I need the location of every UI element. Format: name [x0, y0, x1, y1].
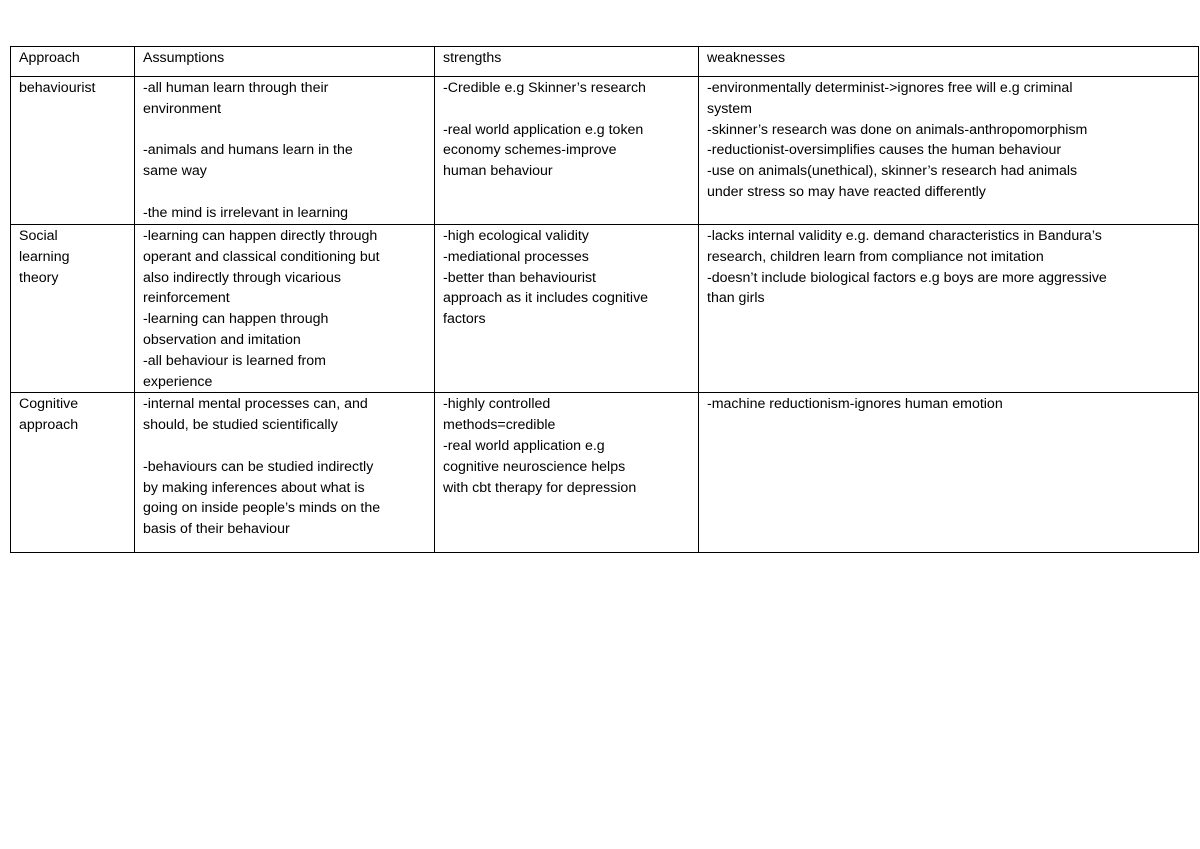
cell-line: -animals and humans learn in the — [143, 142, 353, 159]
cell-line: -machine reductionism-ignores human emotion — [707, 396, 1003, 413]
table-row-behaviourist — [11, 77, 1199, 225]
cell-line: -learning can happen through — [143, 311, 329, 328]
cell-line: cognitive neuroscience helps — [443, 458, 626, 475]
strengths-cell — [435, 393, 699, 553]
approach-cell — [11, 77, 135, 225]
cell-line: methods=credible — [443, 417, 556, 434]
assumptions-cell — [135, 225, 435, 393]
cell-line — [143, 436, 434, 457]
header-assumptions: Assumptions — [135, 47, 435, 77]
strengths-cell — [435, 77, 699, 225]
cell-line: -lacks internal validity e.g. demand characteristics in Bandura’s — [707, 228, 1102, 244]
cell-line: -real world application e.g — [443, 437, 605, 454]
cell-line: reinforcement — [143, 290, 230, 307]
cell-line: -doesn’t include biological factors e.g boys are more aggressive — [707, 269, 1107, 286]
cell-line: -behaviours can be studied indirectly — [143, 458, 374, 475]
cell-line: -mediational processes — [443, 248, 589, 265]
weaknesses-cell — [699, 77, 1199, 225]
cell-line: factors — [443, 311, 486, 328]
cell-line: by making inferences about what is — [143, 479, 365, 496]
approach-cell — [11, 393, 135, 553]
cell-line: system — [707, 100, 752, 117]
cell-line: -internal mental processes can, and — [143, 396, 368, 413]
cell-line: research, children learn from compliance not imitation — [707, 248, 1044, 265]
cell-line: -all behaviour is learned from — [143, 352, 326, 369]
cell-line: operant and classical conditioning but — [143, 248, 380, 265]
cell-line: -real world application e.g token — [443, 121, 644, 138]
cell-line: also indirectly through vicarious — [143, 269, 341, 286]
cell-line: approach as it includes cognitive — [443, 290, 649, 307]
table-row-cognitive-approach — [11, 393, 1199, 553]
cell-line: Cognitive — [19, 396, 79, 413]
cell-line: theory — [19, 269, 59, 286]
table-row-social-learning-theory — [11, 225, 1199, 393]
approach-cell — [11, 225, 135, 393]
header-weaknesses: weaknesses — [699, 47, 1199, 77]
header-strengths: strengths — [435, 47, 699, 77]
cell-line — [143, 120, 434, 141]
cell-line: observation and imitation — [143, 331, 301, 348]
cell-line: environment — [143, 100, 222, 117]
assumptions-cell — [135, 77, 435, 225]
assumptions-cell — [135, 393, 435, 553]
cell-line: -Credible e.g Skinner’s research — [443, 80, 646, 96]
cell-line: -learning can happen directly through — [143, 228, 378, 244]
cell-line: Social — [19, 228, 58, 244]
cell-line: economy schemes-improve — [443, 142, 617, 159]
header-row — [11, 47, 1199, 77]
cell-line: should, be studied scientifically — [143, 417, 338, 434]
approaches-comparison-table — [10, 46, 1199, 553]
cell-line: -the mind is irrelevant in learning — [143, 204, 349, 221]
cell-line: -better than behaviourist — [443, 269, 597, 286]
cell-line: under stress so may have reacted differently — [707, 183, 986, 200]
cell-line: -reductionist-oversimplifies causes the human behaviour — [707, 142, 1062, 159]
cell-line: -skinner’s research was done on animals-anthropomorphism — [707, 121, 1088, 138]
cell-line: with cbt therapy for depression — [443, 479, 637, 496]
weaknesses-cell — [699, 393, 1199, 553]
cell-line: -use on animals(unethical), skinner’s research had animals — [707, 163, 1078, 180]
cell-line: -all human learn through their — [143, 80, 329, 96]
cell-line: human behaviour — [443, 163, 553, 180]
cell-line: learning — [19, 248, 70, 265]
cell-line: -high ecological validity — [443, 228, 589, 244]
cell-line: behaviourist — [19, 80, 96, 96]
header-approach: Approach — [11, 47, 135, 77]
cell-line: experience — [143, 373, 213, 390]
weaknesses-cell — [699, 225, 1199, 393]
cell-line: than girls — [707, 290, 765, 307]
cell-line — [443, 99, 698, 120]
strengths-cell — [435, 225, 699, 393]
cell-line — [143, 182, 434, 203]
cell-line: basis of their behaviour — [143, 521, 290, 538]
cell-line: -environmentally determinist->ignores free will e.g criminal — [707, 80, 1073, 96]
cell-line: same way — [143, 163, 207, 180]
cell-line: approach — [19, 417, 79, 434]
cell-line: -highly controlled — [443, 396, 551, 413]
cell-line: going on inside people’s minds on the — [143, 500, 381, 517]
